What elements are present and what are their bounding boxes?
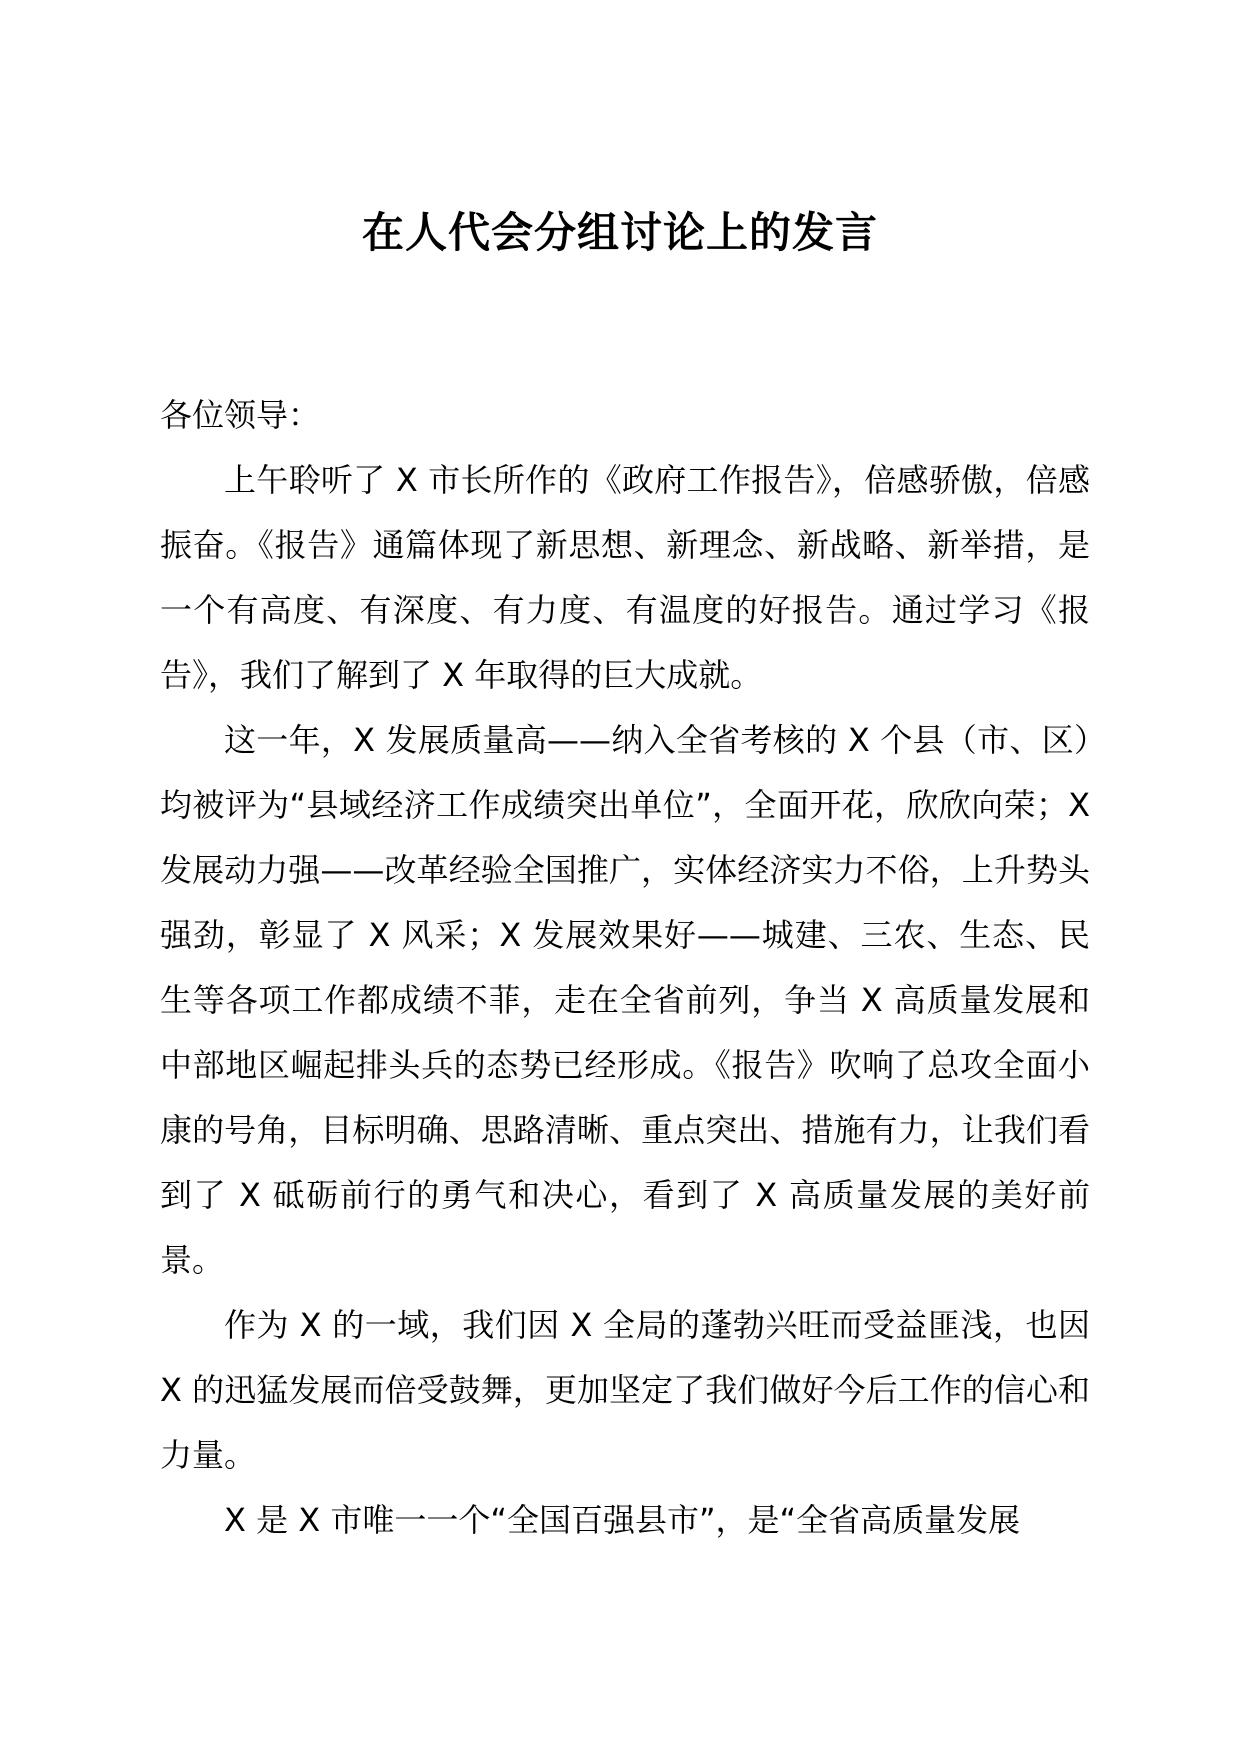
document-body (160, 383, 1090, 1553)
salutation: 各位领导： (160, 396, 321, 434)
document-title: 在人代会分组讨论上的发言 (361, 208, 878, 257)
paragraph-3: 作为 X 的一域，我们因 X 全局的蓬勃兴旺而受益匪浅，也因 X 的迅猛发展而倍受鼓舞，更加坚定了我们做好今后工作的信心和力量。 (160, 1306, 1090, 1474)
paragraph-4: X 是 X 市唯一一个“全国百强县市”，是“全省高质量发展 (224, 1501, 1021, 1539)
paragraph-1: 上午聆听了 X 市长所作的《政府工作报告》，倍感骄傲，倍感振奋。《报告》通篇体现了新思想、新理念、新战略、新举措，是一个有高度、有深度、有力度、有温度的好报告。通过学习《报告》，我们了解到了 X 年取得的巨大成就。 (160, 461, 1090, 694)
paragraph-2: 这一年，X 发展质量高——纳入全省考核的 X 个县（市、区）均被评为“县域经济工作成绩突出单位”，全面开花，欣欣向荣；X 发展动力强——改革经验全国推广，实体经济实力不俗，上升势头强劲，彰显了 X 风采；X 发展效果好——城建、三农、生态、民生等各项工作都成绩不菲，走在全省前列，争当 X 高质量发展和中部地区崛起排头兵的态势已经形成。《报告》吹响了总攻全面小康的号角，目标明确、思路清晰、重点突出、措施有力，让我们看到了 X 砥砺前行的勇气和决心，看到了 X 高质量发展的美好前景。 (160, 721, 1090, 1279)
